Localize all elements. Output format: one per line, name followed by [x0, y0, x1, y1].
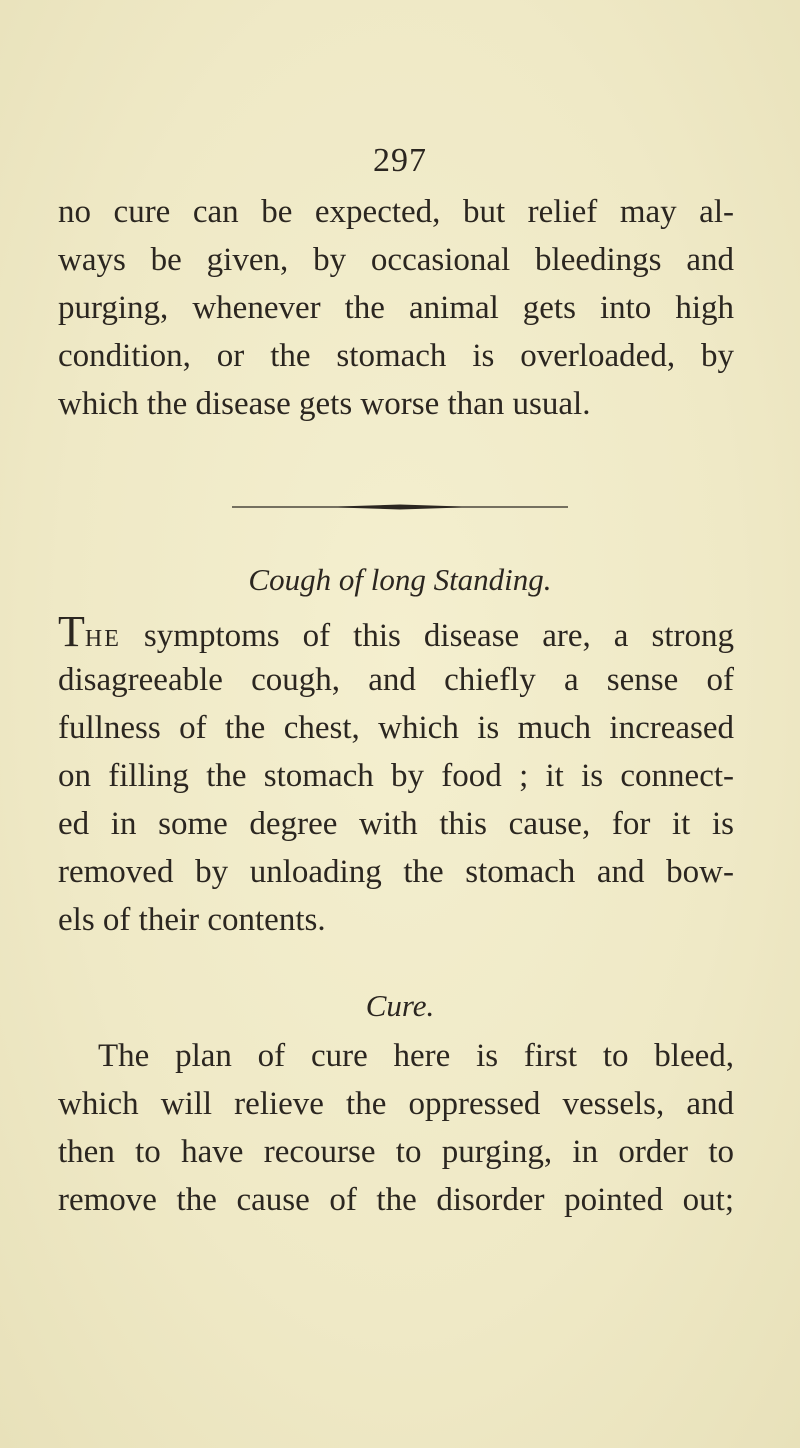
- text-line-first: [58, 607, 734, 659]
- text-line: The plan of cure here is first to bleed,: [98, 1038, 734, 1074]
- text-line: els of their contents.: [58, 902, 326, 938]
- text-line: purging, whenever the animal gets into high: [58, 290, 734, 326]
- text-line: ed in some degree with this cause, for it is: [58, 806, 734, 842]
- text-line: disagreeable cough, and chiefly a sense of: [58, 662, 734, 698]
- text-run: symptoms of this disease are, a strong: [120, 618, 734, 654]
- text-line: ways be given, by occasional bleedings and: [58, 242, 734, 278]
- text-line: removed by unloading the stomach and bow-: [58, 854, 734, 890]
- text-line: fullness of the chest, which is much increased: [58, 710, 734, 746]
- text-line: then to have recourse to purging, in order to: [58, 1134, 734, 1170]
- drop-cap: T: [58, 607, 85, 656]
- section-heading: Cure.: [365, 988, 435, 1023]
- text-line: no cure can be expected, but relief may al-: [58, 194, 734, 230]
- text-line: which will relieve the oppressed vessels, and: [58, 1086, 734, 1122]
- text-line: remove the cause of the disorder pointed out;: [58, 1182, 734, 1218]
- text-line: on filling the stomach by food ; it is connect-: [58, 758, 734, 794]
- small-caps: HE: [84, 626, 121, 652]
- section-divider-rule: [232, 504, 568, 510]
- text-line: which the disease gets worse than usual.: [58, 386, 591, 422]
- text-line: condition, or the stomach is overloaded, by: [58, 338, 734, 374]
- page-number: 297: [373, 142, 427, 179]
- section-heading: Cough of long Standing.: [248, 562, 552, 597]
